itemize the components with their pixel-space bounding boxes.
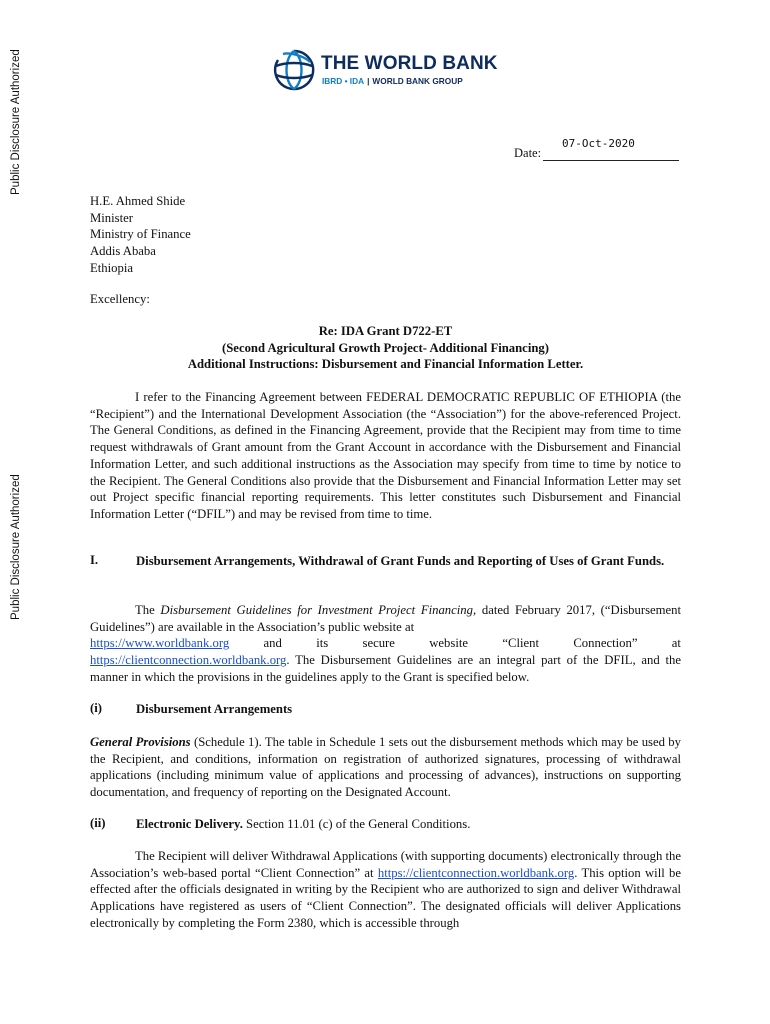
worldbank-link[interactable]: https://www.worldbank.org [90, 636, 230, 651]
general-provisions-paragraph [90, 734, 681, 801]
subject-line: Re: IDA Grant D722-ET [318, 324, 453, 338]
guidelines-tail-text: . The Disbursement Guidelines are an integral part of the DFIL, and the manner in which the provisions in the guidelines apply to the Grant is specified below. [90, 653, 681, 684]
guidelines-rest: dated February 2017, (“Disbursement Guidelines”) are available in the Association’s public website at [90, 603, 682, 634]
date-label: Date: [514, 146, 542, 160]
subject-block [90, 323, 681, 373]
logo-subtitle [322, 76, 463, 86]
word: “Client [502, 636, 539, 651]
guidelines-link-line [90, 635, 681, 652]
subject-line: Additional Instructions: Disbursement and Financial Information Letter. [187, 357, 584, 372]
delivery-text-1: The Recipient will deliver Withdrawal Applications (with supporting documents) electronically through the Association’s web-based portal “Client Connection” at [90, 849, 681, 880]
date-underline [543, 160, 679, 161]
salutation: Excellency: [90, 292, 150, 306]
electronic-delivery-text: Section 11.01 (c) of the General Conditions. [242, 817, 471, 831]
subsection-title: Disbursement Arrangements [136, 702, 293, 716]
word: Connection” [573, 636, 638, 651]
delivery-text-2: . This option will be effected after the officials designated in writing by the Recipient who are authorized to sign and deliver Withdrawal Applications have registered as users of “Client Connection”. The designated officials will deliver Applications electronically by completing the Form 2380, which is accessible through [90, 865, 682, 930]
general-provisions-lead: General Provisions [90, 735, 191, 749]
guidelines-paragraph [90, 602, 681, 686]
logo-sub-group: WORLD BANK GROUP [372, 76, 463, 86]
address-line: Ministry of Finance [90, 227, 191, 242]
address-line: H.E. Ahmed Shide [90, 194, 186, 208]
client-connection-link[interactable]: https://clientconnection.worldbank.org [90, 653, 287, 668]
word: secure [362, 636, 395, 651]
logo-sub-separator: | [367, 76, 370, 86]
globe-icon [270, 46, 318, 94]
guidelines-tail [90, 652, 681, 685]
intro-paragraph: I refer to the Financing Agreement between FEDERAL DEMOCRATIC REPUBLIC OF ETHIOPIA (the “Recipient”) and the International Development Association (the “Association”) for the above-referenced Project. The General Conditions, as defined in the Financing Agreement, provide that the Recipient may from time to time request withdrawals of Grant amount from the Grant Account in accordance with the Disbursement and Financial Information Letter, and such additional instructions as the Association may specify from time to time by notice to the Recipient. The General Conditions also provide that the Disbursement and Financial Information Letter may set out Project specific financial reporting requirements. This letter constitutes such Disbursement and Financial Information Letter (“DFIL”) and may be revised from time to time. [90, 390, 681, 521]
word: website [429, 636, 469, 651]
guidelines-title: Disbursement Guidelines for Investment Project Financing, [160, 603, 477, 617]
world-bank-logo [270, 46, 510, 96]
word: its [316, 636, 329, 651]
subsection-number: (ii) [90, 816, 106, 830]
logo-title: THE WORLD BANK [321, 53, 498, 74]
electronic-delivery-heading [136, 816, 681, 833]
section-number: I. [90, 553, 99, 567]
subsection-number: (i) [90, 701, 102, 715]
electronic-delivery-paragraph [90, 848, 681, 932]
date-block [514, 137, 684, 165]
date-value: 07-Oct-2020 [562, 137, 635, 150]
guidelines-text [90, 602, 681, 635]
electronic-delivery-title: Electronic Delivery. [136, 817, 243, 831]
recipient-address [90, 193, 681, 276]
disclosure-label-top: Public Disclosure Authorized [10, 49, 22, 195]
word: and [263, 636, 282, 651]
subject-line: (Second Agricultural Growth Project- Additional Financing) [222, 340, 549, 355]
client-connection-link[interactable]: https://clientconnection.worldbank.org [377, 865, 575, 880]
word: at [671, 636, 681, 651]
logo-sub-ibrd: IBRD • IDA [322, 76, 365, 86]
address-line: Ethiopia [90, 260, 133, 275]
guidelines-the: The [135, 603, 155, 617]
section-title: Disbursement Arrangements, Withdrawal of Grant Funds and Reporting of Uses of Grant Funds. [136, 554, 665, 568]
disclosure-label-middle: Public Disclosure Authorized [10, 474, 22, 620]
general-provisions-text: (Schedule 1). The table in Schedule 1 sets out the disbursement methods which may be used by the Recipient, and conditions, information on registration of authorized signatures, processing of withdrawal applications (including minimum value of applications and processing of advances), instructions on supporting documentation, and frequency of reporting on the Designated Account. [90, 735, 681, 800]
address-line: Addis Ababa [90, 244, 156, 259]
address-line: Minister [90, 210, 133, 225]
